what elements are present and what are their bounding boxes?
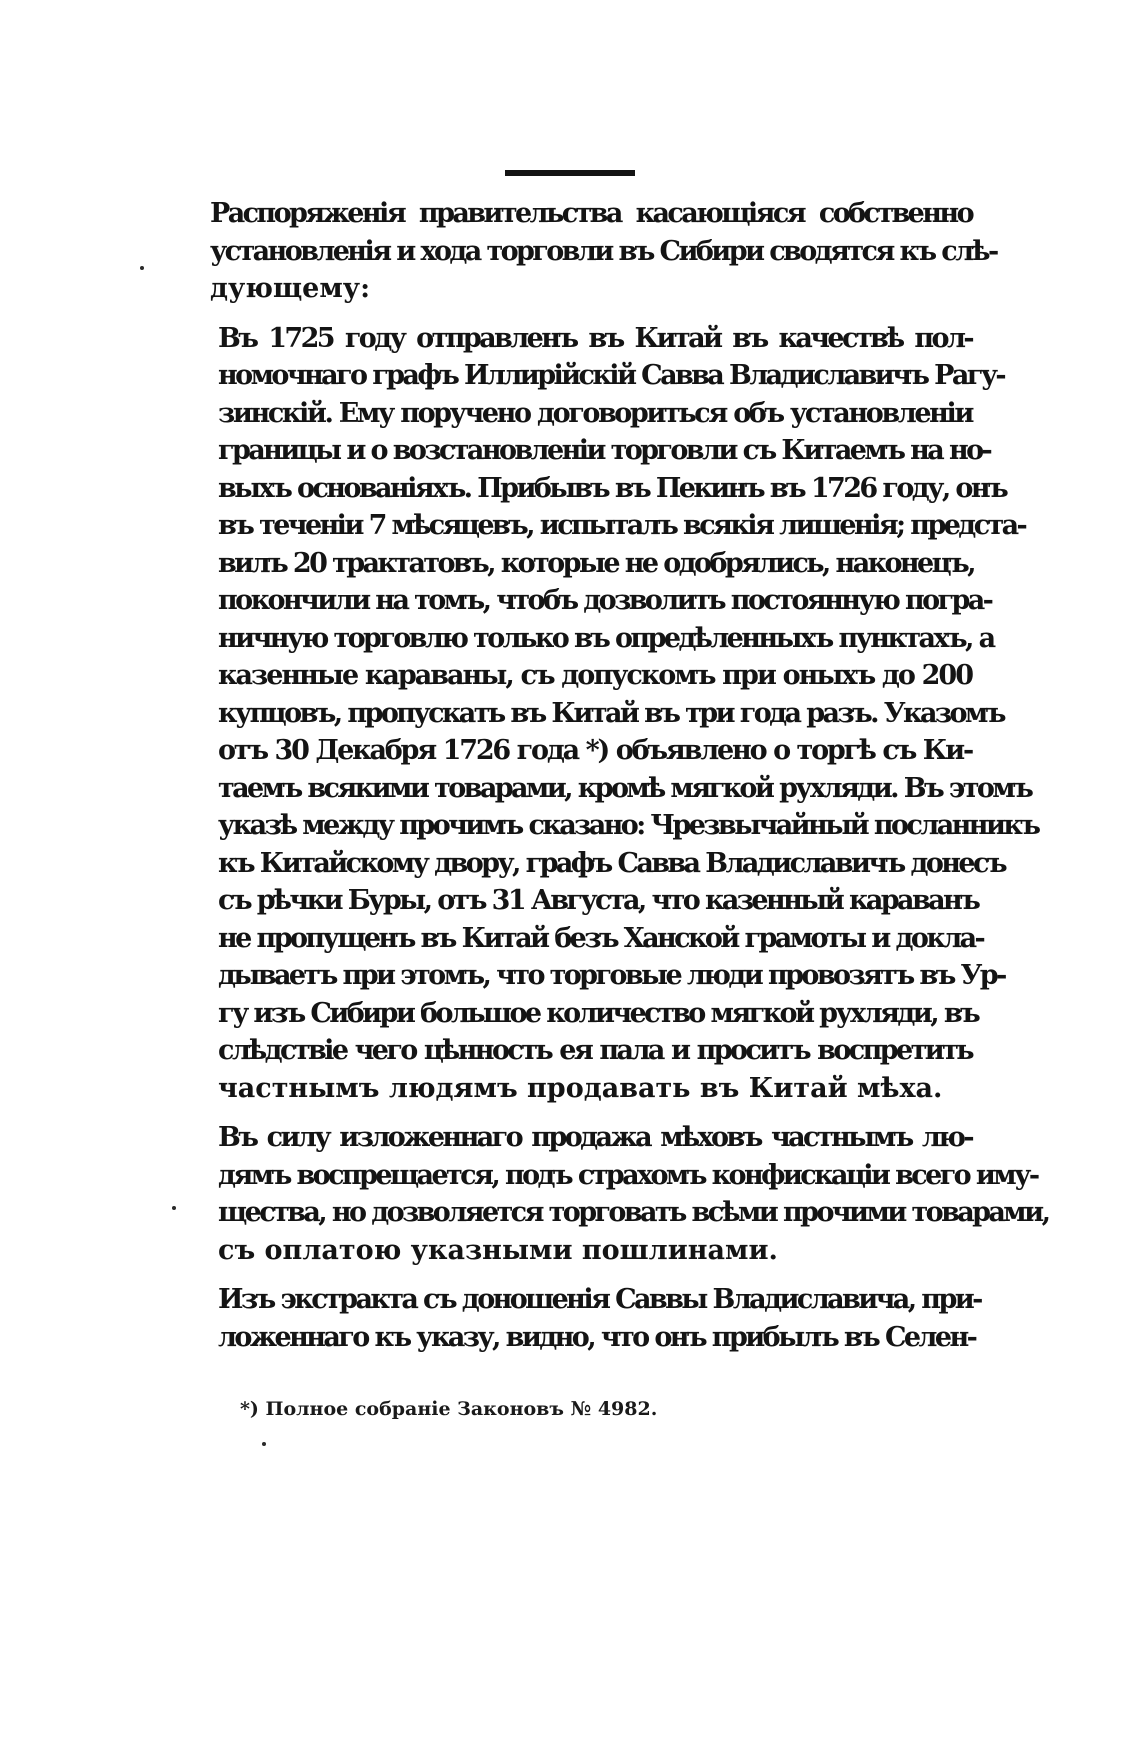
text-line: выхъ основаніяхъ. Прибывъ въ Пекинъ въ 1726 году, онъ [218, 472, 1007, 504]
text-line: въ теченіи 7 мѣсяцевъ, испыталъ всякія лишенія; предста- [218, 510, 1026, 541]
text-line: ложеннаго къ указу, видно, что онъ прибылъ въ Селен- [218, 1321, 976, 1353]
text-line: къ Китайскому двору, графъ Савва Владиславичъ донесъ [218, 847, 1005, 879]
paragraph-4 [162, 1281, 981, 1356]
text-line: установленія и хода торговли въ Сибири сводятся къ слѣ- [210, 235, 997, 267]
text-line: частнымъ людямъ продавать въ Китай мѣха. [218, 1072, 943, 1104]
scan-speck [172, 1206, 176, 1210]
text-line: дямъ воспрещается, подъ страхомъ конфискаціи всего иму- [218, 1159, 1038, 1191]
text-line: гу изъ Сибири большое количество мягкой рухляди, въ [218, 997, 979, 1029]
text-line: отъ 30 Декабря 1726 года *) объявлено о торгѣ съ Ки- [218, 735, 972, 766]
paragraph-1 [162, 195, 997, 308]
text-line: дующему: [210, 273, 371, 304]
text-line: слѣдствіе чего цѣнность ея пала и проситъ воспретить [218, 1035, 972, 1066]
text-line: съ оплатою указными пошлинами. [218, 1234, 778, 1266]
text-line: таемъ всякими товарами, кромѣ мягкой рухляди. Въ этомъ [218, 772, 1032, 804]
text-line: зинскій. Ему поручено договориться объ установленіи [218, 397, 972, 429]
header-rule [505, 170, 635, 176]
text-line: Распоряженія правительства касающіяся собственно [210, 198, 972, 229]
paragraph-2 [162, 320, 1039, 1108]
text-line: щества, но дозволяется торговать всѣми прочими товарами, [218, 1197, 1049, 1228]
text-line: указѣ между прочимъ сказано: Чрезвычайный посланникъ [218, 810, 1039, 841]
scan-speck [262, 1442, 266, 1446]
footnote: *) Полное собраніе Законовъ № 4982. [240, 1398, 658, 1420]
scan-speck [140, 266, 144, 270]
text-line: не пропущенъ въ Китай безъ Ханской грамоты и докла- [218, 922, 984, 954]
text-line: вилъ 20 трактатовъ, которые не одобрялись, наконецъ, [218, 547, 974, 579]
text-line: дываетъ при этомъ, что торговые люди провозятъ въ Ур- [218, 960, 1005, 991]
text-column [162, 195, 1049, 1356]
text-line: Въ 1725 году отправленъ въ Китай въ качествѣ пол- [218, 322, 972, 354]
text-line: Изъ экстракта съ доношенія Саввы Владиславича, при- [218, 1284, 981, 1315]
text-line: ничную торговлю только въ опредѣленныхъ пунктахъ, а [218, 622, 994, 654]
text-line: Въ силу изложеннаго продажа мѣховъ частнымъ лю- [218, 1122, 972, 1153]
text-line: купцовъ, пропускать въ Китай въ три года разъ. Указомъ [218, 697, 1004, 729]
text-line: казенные караваны, съ допускомъ при оныхъ до 200 [218, 660, 972, 691]
text-line: покончили на томъ, чтобъ дозволить постоянную погра- [218, 585, 992, 616]
paragraph-3 [162, 1119, 1049, 1269]
text-line: съ рѣчки Буры, отъ 31 Августа, что казенный караванъ [218, 885, 979, 916]
text-line: номочнаго графъ Иллирійскій Савва Владиславичъ Рагу- [218, 360, 1005, 391]
text-line: границы и о возстановленіи торговли съ Китаемъ на но- [218, 435, 991, 466]
